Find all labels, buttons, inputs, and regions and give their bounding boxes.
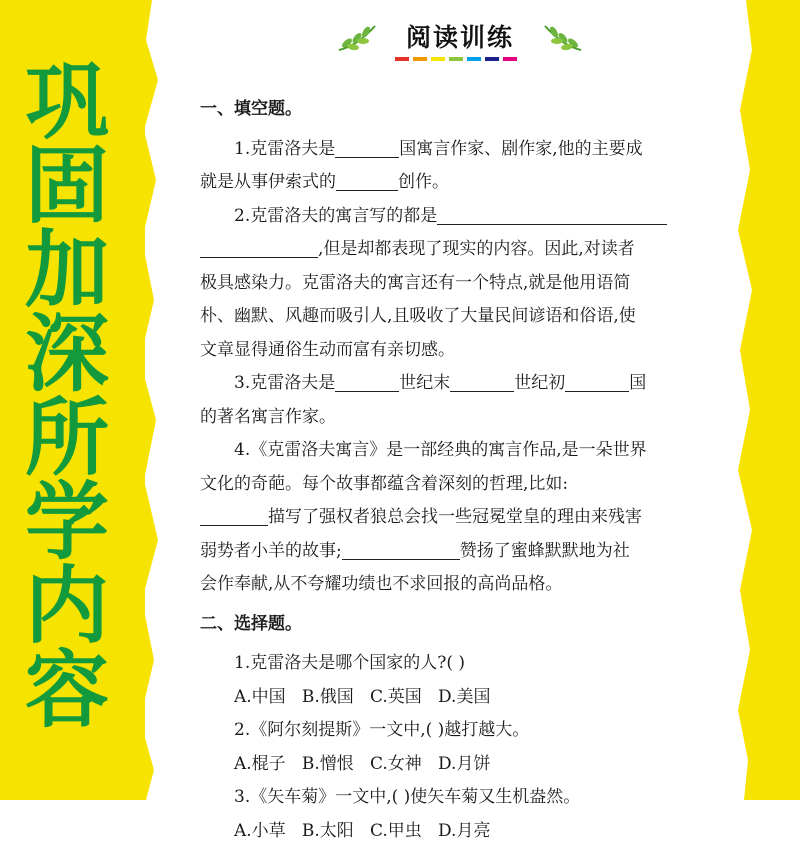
- side-char: 内: [22, 564, 112, 648]
- page-header: [335, 12, 585, 62]
- choice-question: 1.克雷洛夫是哪个国家的人?( ): [200, 647, 730, 681]
- side-vertical-title: [22, 60, 112, 732]
- question-line: 会作奉献,从不夸耀功绩也不求回报的高尚品格。: [200, 568, 730, 602]
- question-line: ,但是却都表现了现实的内容。因此,对读者: [200, 233, 730, 267]
- answer-blank[interactable]: [450, 371, 514, 392]
- page-title: 阅读训练: [385, 18, 535, 54]
- side-char: 巩: [22, 60, 112, 144]
- answer-blank[interactable]: [200, 505, 268, 526]
- question-line: 的著名寓言作家。: [200, 401, 730, 435]
- section-title: 二、选择题。: [200, 608, 730, 642]
- answer-blank[interactable]: [437, 204, 667, 225]
- right-torn-edge: [732, 0, 772, 800]
- answer-blank[interactable]: [200, 237, 318, 258]
- choice-options: A.棍子 B.憎恨 C.女神 D.月饼: [200, 748, 730, 782]
- question-line: 弱势者小羊的故事; 赞扬了蜜蜂默默地为社: [200, 535, 730, 569]
- side-char: 深: [22, 312, 112, 396]
- right-leaf-icon: [541, 16, 585, 56]
- side-char: 加: [22, 228, 112, 312]
- choice-question: 2.《阿尔刻提斯》一文中,( )越打越大。: [200, 714, 730, 748]
- question-line: 2.克雷洛夫的寓言写的都是: [200, 200, 730, 234]
- left-torn-edge: [118, 0, 178, 800]
- side-char: 所: [22, 396, 112, 480]
- answer-blank[interactable]: [335, 137, 399, 158]
- question-line: 文化的奇葩。每个故事都蕴含着深刻的哲理,比如:: [200, 468, 730, 502]
- choice-question: 3.《矢车菊》一文中,( )使矢车菊又生机盎然。: [200, 781, 730, 815]
- question-line: 3.克雷洛夫是 世纪末 世纪初 国: [200, 367, 730, 401]
- question-line: 朴、幽默、风趣而吸引人,且吸收了大量民间谚语和俗语,使: [200, 300, 730, 334]
- side-char: 固: [22, 144, 112, 228]
- choice-options: A.中国 B.俄国 C.英国 D.美国: [200, 681, 730, 715]
- question-line: 4.《克雷洛夫寓言》是一部经典的寓言作品,是一朵世界: [200, 434, 730, 468]
- question-line: 1.克雷洛夫是 国寓言作家、剧作家,他的主要成: [200, 133, 730, 167]
- answer-blank[interactable]: [335, 371, 399, 392]
- choice-options: A.小草 B.太阳 C.甲虫 D.月亮: [200, 815, 730, 848]
- question-line: 极具感染力。克雷洛夫的寓言还有一个特点,就是他用语简: [200, 267, 730, 301]
- worksheet-content: [200, 93, 730, 848]
- color-dots-decoration: [395, 56, 525, 62]
- answer-blank[interactable]: [342, 539, 460, 560]
- question-line: 就是从事伊索式的 创作。: [200, 166, 730, 200]
- left-leaf-icon: [335, 16, 379, 56]
- answer-blank[interactable]: [336, 170, 398, 191]
- question-line: 描写了强权者狼总会找一些冠冕堂皇的理由来残害: [200, 501, 730, 535]
- section-title: 一、填空题。: [200, 93, 730, 127]
- answer-blank[interactable]: [565, 371, 629, 392]
- side-char: 容: [22, 648, 112, 732]
- side-char: 学: [22, 480, 112, 564]
- question-line: 文章显得通俗生动而富有亲切感。: [200, 334, 730, 368]
